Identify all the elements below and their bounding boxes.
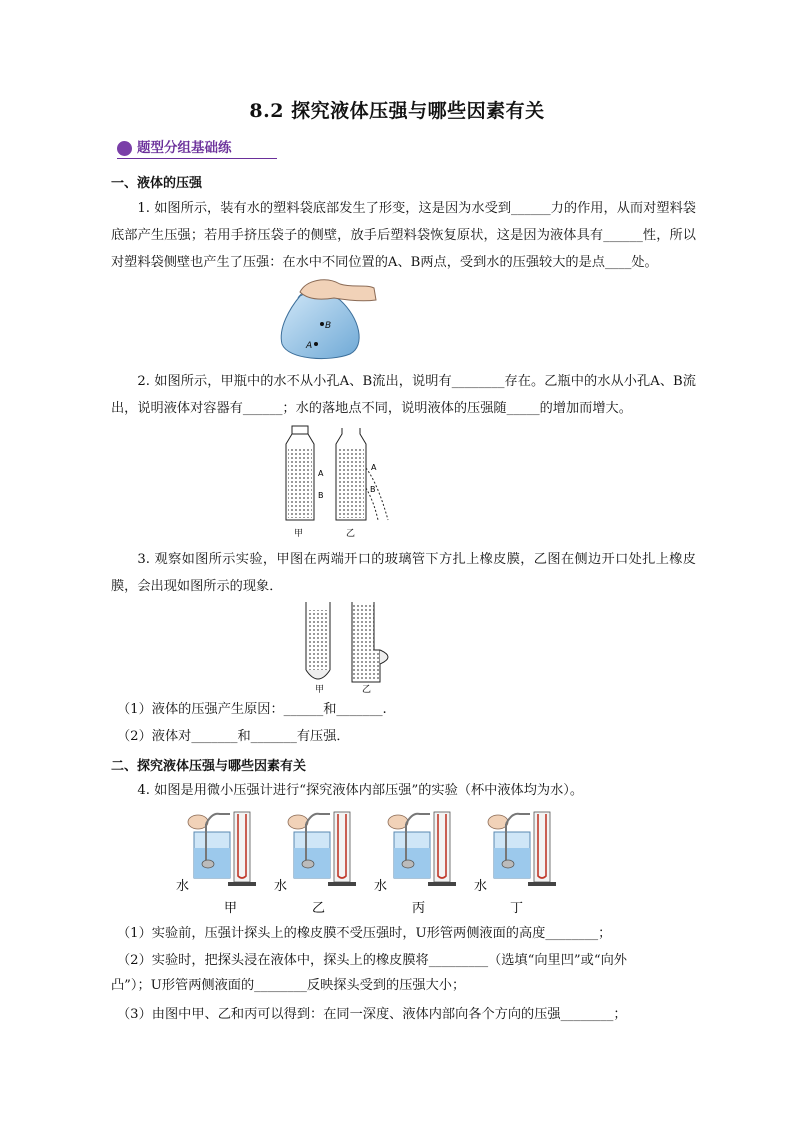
question-4-part-1-text: （1）实验前，压强计探头上的橡皮膜不受压强时，U形管两侧液面的高度________； — [117, 926, 612, 941]
bottle-2-hole-a-label: A — [371, 463, 377, 472]
setup-caption-2: 乙 — [312, 901, 326, 916]
setup-caption-4: 丁 — [510, 901, 524, 916]
section-heading-2: 二、探究液体压强与哪些因素有关 — [111, 759, 307, 774]
question-4-part-3 — [111, 1004, 627, 1026]
bottle-2-hole-b-label: B — [370, 485, 376, 494]
water-label-2: 水 — [274, 879, 288, 894]
bullet-dot-icon — [117, 141, 132, 156]
page-title: 8.2 探究液体压强与哪些因素有关 — [249, 100, 545, 122]
question-4-part-2-cont — [111, 975, 465, 997]
question-4-part-2-text: （2）实验时，把探头浸在液体中，探头上的橡皮膜将_________（选填“向里凹”或“向外 — [117, 953, 627, 968]
water-label-3: 水 — [374, 879, 388, 894]
water-label-1: 水 — [176, 879, 190, 894]
question-4-part-2 — [111, 950, 627, 972]
figure-1-water-bag — [270, 278, 380, 364]
question-1: 1. 如图所示，装有水的塑料袋底部发生了形变，这是因为水受到______力的作用，从而对塑料袋底部产生压强；若用手挤压袋子的侧壁，放手后塑料袋恢复原状，这是因为液体具有______性，所以对塑料袋侧壁也产生了压强：在水中不同位置的A、B两点，受到水的压强较大的是点____处。 — [111, 201, 696, 270]
question-4-part-2-cont-text: 凸”）；U形管两侧液面的________反映探头受到的压强大小； — [111, 978, 466, 993]
question-3-part-1-text: （1）液体的压强产生原因：______和_______. — [117, 702, 387, 717]
practice-tag — [117, 138, 277, 160]
figure-3-glass-tubes — [300, 600, 404, 696]
practice-tag-label: 题型分组基础练 — [137, 140, 232, 156]
question-3-part-2 — [111, 726, 350, 748]
section-heading-1: 一、液体的压强 — [111, 176, 203, 191]
question-4-part-1 — [111, 923, 611, 945]
point-b-label: B — [325, 321, 332, 331]
setup-caption-3: 丙 — [412, 901, 426, 916]
question-3-part-1 — [111, 699, 387, 721]
question-4-part-3-text: （3）由图中甲、乙和丙可以得到：在同一深度、液体内部向各个方向的压强________； — [117, 1007, 627, 1022]
setup-caption-1: 甲 — [224, 901, 238, 916]
question-4: 4. 如图是用微小压强计进行“探究液体内部压强”的实验（杯中液体均为水）。 — [137, 783, 584, 798]
water-label-4: 水 — [474, 879, 488, 894]
bottle-1-hole-b-label: B — [318, 491, 324, 500]
question-3: 3. 观察如图所示实验，甲图在两端开口的玻璃管下方扎上橡皮膜，乙图在侧边开口处扎上橡皮膜，会出现如图所示的现象． — [111, 552, 696, 594]
figure-2-bottles — [278, 424, 408, 542]
figure-4-pressure-gauges — [172, 808, 572, 918]
point-a-label: A — [306, 341, 313, 351]
tube-1-caption: 甲 — [315, 685, 325, 695]
bottle-2-caption: 乙 — [346, 529, 356, 539]
question-2: 2. 如图所示，甲瓶中的水不从小孔A、B流出，说明有________存在。乙瓶中的水从小孔A、B流出，说明液体对容器有______；水的落地点不同，说明液体的压强随_____的增加而增大。 — [111, 374, 696, 416]
tag-underline — [117, 158, 277, 159]
bottle-1-hole-a-label: A — [318, 469, 324, 478]
bottle-1-caption: 甲 — [294, 529, 304, 539]
question-3-part-2-text: （2）液体对_______和_______有压强． — [117, 729, 350, 744]
tube-2-caption: 乙 — [362, 685, 372, 695]
